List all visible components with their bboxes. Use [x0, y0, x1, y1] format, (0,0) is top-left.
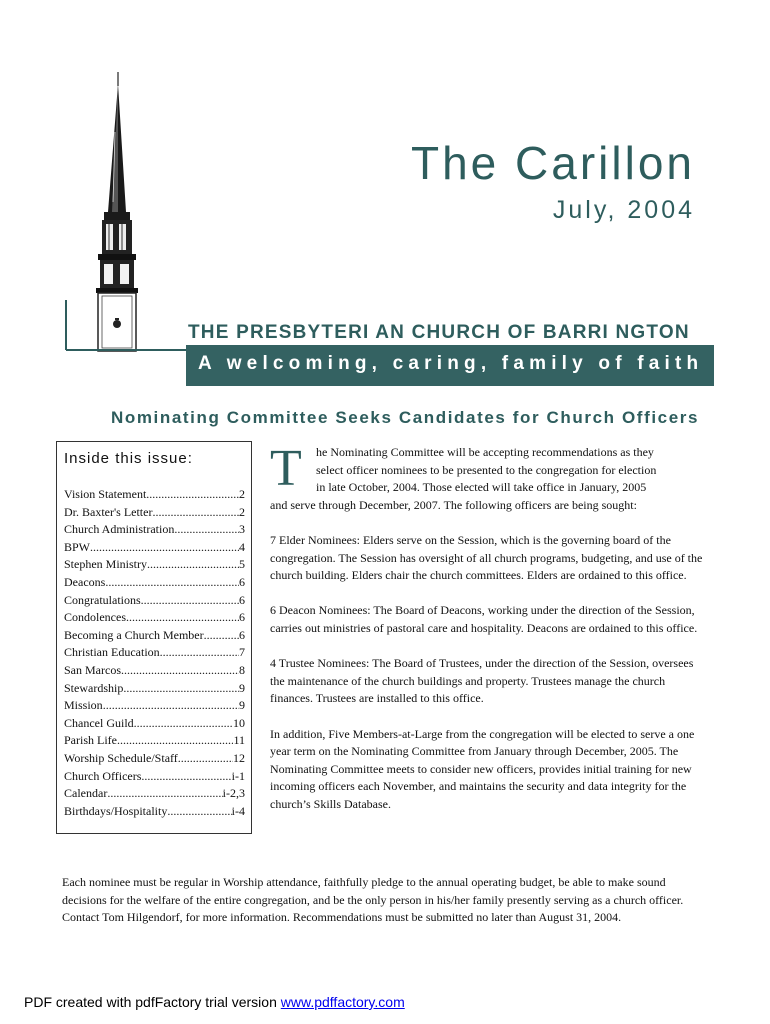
toc-item — [64, 609, 245, 627]
toc-item-page: 5 — [239, 557, 245, 572]
toc-leader — [174, 521, 239, 539]
table-of-contents — [56, 441, 252, 834]
toc-leader — [167, 803, 231, 821]
toc-item-page: 2 — [239, 504, 245, 519]
toc-item — [64, 504, 245, 522]
steeple-illustration — [62, 72, 192, 352]
toc-item — [64, 486, 245, 504]
toc-leader — [123, 680, 239, 698]
toc-item-label: Dr. Baxter's Letter — [64, 504, 153, 519]
toc-item-label: Becoming a Church Member — [64, 627, 204, 642]
toc-leader — [160, 644, 239, 662]
toc-item-label: Church Officers — [64, 768, 142, 783]
toc-leader — [147, 556, 239, 574]
drop-cap: T — [270, 440, 302, 497]
toc-leader — [90, 539, 239, 557]
article-body — [270, 440, 706, 831]
toc-leader — [126, 609, 239, 627]
toc-item-label: Christian Education — [64, 645, 160, 660]
intro-line: and serve through December, 2007. The following officers are being sought: — [270, 497, 637, 512]
toc-item-label: Deacons — [64, 574, 106, 589]
closing-paragraph: Each nominee must be regular in Worship attendance, faithfully pledge to the annual operating budget, be able to make sound decisions for the welfare of the entire congregation, and be the only person in his/her family presently serving as a church officer. Contact Tom Hilgendorf, for more information. Recommendations must be submitted no later than August 31, 2004. — [62, 875, 684, 925]
newsletter-title: The Carillon — [411, 137, 695, 189]
footer-text: PDF created with pdfFactory trial version — [24, 994, 281, 1010]
toc-item-page: 9 — [239, 680, 245, 695]
toc-item — [64, 715, 245, 733]
toc-item-label: Calendar — [64, 786, 108, 801]
toc-item-page: i-2,3 — [222, 786, 245, 801]
toc-item-label: Congratulations — [64, 592, 141, 607]
deacon-nominees-paragraph: 6 Deacon Nominees: The Board of Deacons, working under the direction of the Session, carries out ministries of pastoral care and hospitality. Deacons are ordained to this office. — [270, 603, 698, 635]
toc-item-label: Condolences — [64, 610, 126, 625]
toc-title: Inside this issue: — [64, 450, 193, 467]
church-name: THE PRESBYTERI AN CHURCH OF BARRI NGTON — [188, 322, 690, 343]
toc-leader — [141, 592, 239, 610]
toc-leader — [117, 732, 233, 750]
elder-nominees-paragraph: 7 Elder Nominees: Elders serve on the Session, which is the governing board of the congregation. The Session has oversight of all church programs, budgeting, and use of the church building. Elders chair the church committees. Elders are ordained to this office. — [270, 533, 703, 583]
toc-item-label: Parish Life — [64, 733, 117, 748]
toc-item-label: Stewardship — [64, 680, 124, 695]
tagline-bar — [186, 345, 714, 386]
toc-item-label: Chancel Guild — [64, 715, 134, 730]
toc-leader — [103, 697, 239, 715]
issue-date: July, 2004 — [552, 196, 695, 224]
toc-item-label: Mission — [64, 698, 103, 713]
toc-item-page: 6 — [239, 592, 245, 607]
toc-item-page: 7 — [239, 645, 245, 660]
toc-leader — [121, 662, 239, 680]
toc-item-page: 11 — [233, 733, 245, 748]
intro-line: in late October, 2004. Those elected will take office in January, 2005 — [316, 480, 647, 495]
toc-item-page: i-4 — [231, 803, 245, 818]
toc-item — [64, 697, 245, 715]
toc-item-label: Worship Schedule/Staff — [64, 750, 178, 765]
toc-item-label: Vision Statement — [64, 487, 147, 501]
toc-item — [64, 750, 245, 768]
toc-item — [64, 732, 245, 750]
trustee-nominees-paragraph: 4 Trustee Nominees: The Board of Trustees, under the direction of the Session, oversees the maintenance of the church buildings and property. Trustees manage the church finances. Trustees are installed to this office. — [270, 656, 694, 706]
toc-item-label: San Marcos — [64, 662, 121, 677]
pdf-footer — [24, 994, 405, 1010]
toc-item-page: 6 — [239, 610, 245, 625]
toc-list — [64, 486, 245, 820]
toc-item-label: BPW — [64, 539, 91, 554]
toc-item-page: 9 — [239, 698, 245, 713]
toc-item — [64, 521, 245, 539]
article-headline: Nominating Committee Seeks Candidates for Church Officers — [110, 408, 700, 427]
intro-line: select officer nominees to be presented to the congregation for election — [316, 462, 657, 477]
article-intro — [270, 440, 706, 532]
tagline-text: A welcoming, caring, family of faith — [198, 353, 704, 374]
toc-item — [64, 627, 245, 645]
toc-leader — [105, 574, 239, 592]
toc-item-page: 10 — [233, 715, 245, 730]
toc-item-label: Birthdays/Hospitality — [64, 803, 168, 818]
toc-item — [64, 644, 245, 662]
toc-leader — [146, 486, 239, 504]
toc-leader — [134, 715, 233, 733]
toc-item — [64, 574, 245, 592]
toc-item — [64, 592, 245, 610]
toc-item-page: 8 — [239, 662, 245, 677]
toc-item — [64, 662, 245, 680]
toc-leader — [141, 768, 231, 786]
toc-item — [64, 539, 245, 557]
toc-leader — [204, 627, 239, 645]
members-at-large-paragraph: In addition, Five Members-at-Large from the congregation will be elected to serve a one year term on the Nominating Committee from January through December, 2005. The Nominating Committee meets to consider new officers, provides initial training for new incoming officers each November, and maintains the security and data integrity for the church’s Skills Database. — [270, 726, 695, 811]
toc-item — [64, 556, 245, 574]
toc-item-page: 3 — [239, 522, 245, 537]
toc-item-page: 6 — [239, 574, 245, 589]
pdffactory-link[interactable]: www.pdffactory.com — [280, 994, 405, 1010]
toc-item-page: 2 — [239, 487, 245, 501]
intro-line: he Nominating Committee will be accepting recommendations as they — [316, 445, 654, 459]
toc-item-page: i-1 — [231, 768, 245, 783]
toc-leader — [152, 504, 239, 522]
toc-item-page: 12 — [233, 750, 245, 765]
toc-item-page: 6 — [239, 627, 245, 642]
toc-item — [64, 803, 245, 821]
toc-item-page: 4 — [239, 539, 245, 554]
toc-item-label: Stephen Ministry — [64, 557, 147, 572]
toc-item — [64, 680, 245, 698]
toc-item — [64, 785, 245, 803]
toc-leader — [107, 785, 222, 803]
toc-item — [64, 768, 245, 786]
toc-item-label: Church Administration — [64, 522, 175, 537]
toc-leader — [178, 750, 233, 768]
